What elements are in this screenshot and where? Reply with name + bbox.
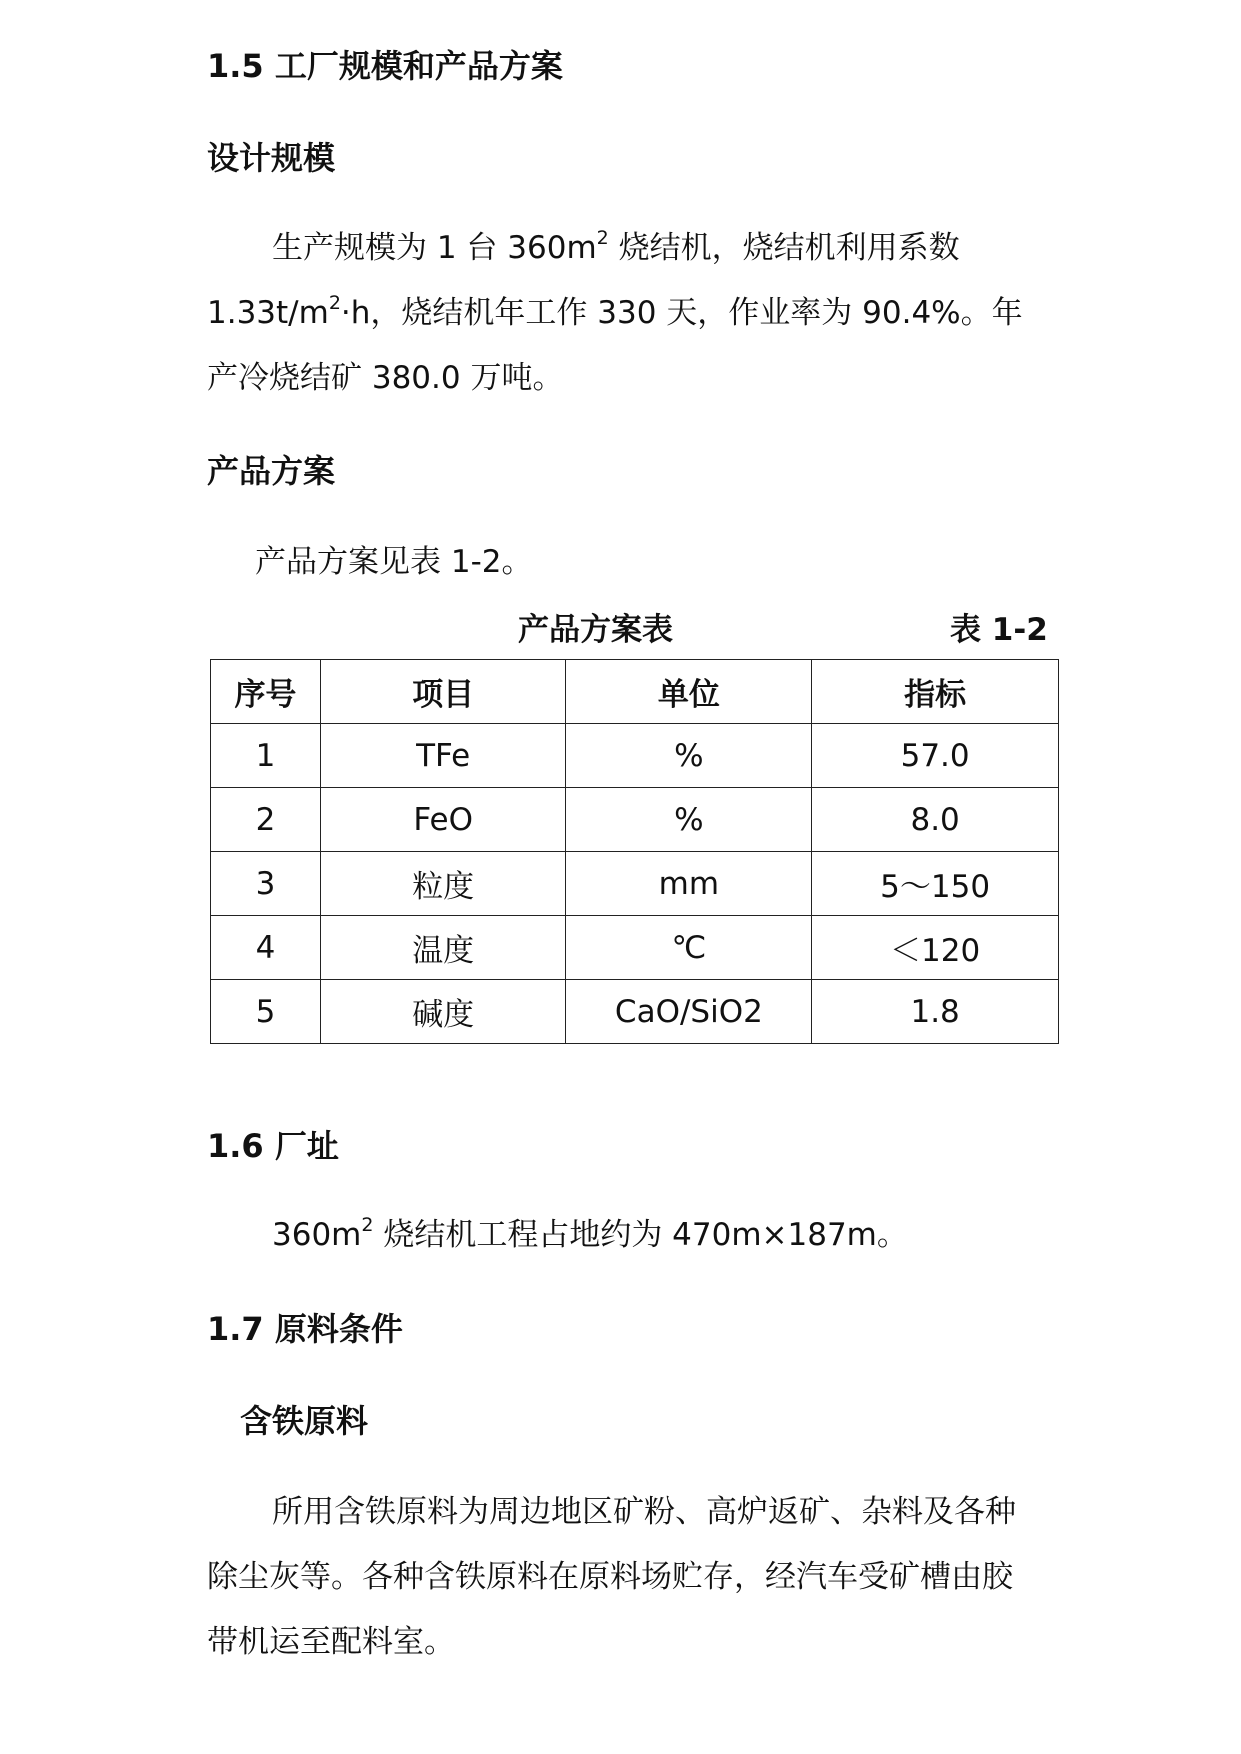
table-cell: 4 — [211, 916, 321, 980]
table-number: 表 1-2 — [950, 612, 1048, 648]
superscript: 2 — [361, 1214, 374, 1236]
paragraph-line: 所用含铁原料为周边地区矿粉、高炉返矿、杂料及各种 — [272, 1494, 1016, 1530]
paragraph-line — [272, 216, 960, 281]
paragraph-line: 除尘灰等。各种含铁原料在原料场贮存，经汽车受矿槽由胶 — [207, 1559, 1013, 1595]
table-cell: 碱度 — [320, 980, 566, 1044]
table-cell: 57.0 — [812, 724, 1059, 788]
paragraph-line: 产冷烧结矿 380.0 万吨。 — [207, 360, 564, 396]
section-title-1-5: 1.5 工厂规模和产品方案 — [207, 47, 563, 85]
column-header: 项目 — [320, 660, 566, 724]
table-cell: ＜120 — [812, 916, 1059, 980]
paragraph-line: 产品方案见表 1-2。 — [255, 544, 533, 580]
table-cell: 粒度 — [320, 852, 566, 916]
table-cell: 5 — [211, 980, 321, 1044]
column-header: 序号 — [211, 660, 321, 724]
table-cell: mm — [566, 852, 812, 916]
column-header: 指标 — [812, 660, 1059, 724]
text-segment: 烧结机，烧结机利用系数 — [608, 230, 960, 266]
table-cell: ℃ — [566, 916, 812, 980]
table-cell: 1.8 — [812, 980, 1059, 1044]
superscript: 2 — [328, 292, 341, 314]
table-cell: TFe — [320, 724, 566, 788]
column-header: 单位 — [566, 660, 812, 724]
table-row — [211, 916, 1059, 980]
heading-design-scale: 设计规模 — [207, 139, 336, 177]
text-segment: 生产规模为 1 台 360m — [272, 230, 597, 266]
paragraph-line: 带机运至配料室。 — [207, 1624, 455, 1660]
table-cell: 3 — [211, 852, 321, 916]
table-cell: 1 — [211, 724, 321, 788]
table-title: 产品方案表 — [518, 612, 673, 648]
section-title-1-6: 1.6 厂址 — [207, 1127, 339, 1165]
table-row — [211, 980, 1059, 1044]
text-segment: 360m — [272, 1217, 362, 1253]
text-segment: 烧结机工程占地约为 470m×187m。 — [373, 1217, 908, 1253]
paragraph-line — [207, 281, 1023, 346]
table-cell: 2 — [211, 788, 321, 852]
table-header-row — [211, 660, 1059, 724]
superscript: 2 — [596, 227, 609, 249]
table-row — [211, 852, 1059, 916]
table-cell: 5～150 — [812, 852, 1059, 916]
product-plan-table — [210, 659, 1059, 1044]
table-cell: % — [566, 724, 812, 788]
table-cell: % — [566, 788, 812, 852]
text-segment: ·h，烧结机年工作 330 天，作业率为 90.4%。年 — [340, 295, 1023, 331]
heading-iron-raw-material: 含铁原料 — [240, 1402, 369, 1440]
text-segment: 1.33t/m — [207, 295, 329, 331]
table-cell: CaO/SiO2 — [566, 980, 812, 1044]
paragraph-line — [272, 1203, 908, 1268]
table-cell: 8.0 — [812, 788, 1059, 852]
section-title-1-7: 1.7 原料条件 — [207, 1310, 403, 1348]
table-row — [211, 788, 1059, 852]
heading-product-plan: 产品方案 — [207, 452, 336, 490]
table-cell: FeO — [320, 788, 566, 852]
table-row — [211, 724, 1059, 788]
table-cell: 温度 — [320, 916, 566, 980]
